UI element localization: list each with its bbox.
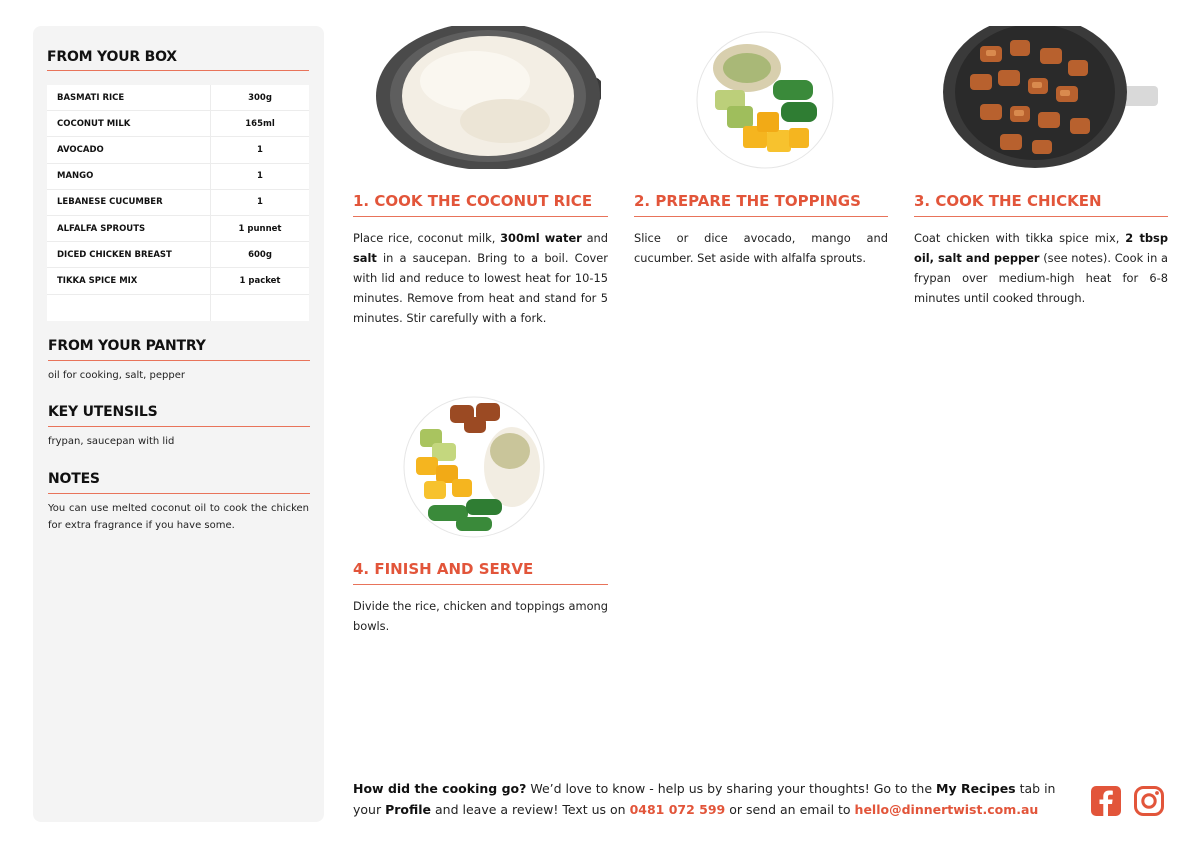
text: Divide the rice, chicken and toppings among bowls. xyxy=(353,599,608,633)
ingredients-table xyxy=(47,85,309,321)
ingredient-qty: 165ml xyxy=(245,118,275,129)
finished-bowl-photo xyxy=(402,395,547,540)
divider xyxy=(914,216,1168,217)
divider xyxy=(353,216,608,217)
ingredient-row xyxy=(47,216,309,242)
divider xyxy=(48,360,310,361)
ingredient-qty: 1 punnet xyxy=(238,223,282,234)
divider xyxy=(48,493,310,494)
ingredient-name: BASMATI RICE xyxy=(47,85,211,110)
ingredient-qty: 600g xyxy=(248,249,272,260)
facebook-icon[interactable] xyxy=(1090,785,1122,817)
pantry-text: oil for cooking, salt, pepper xyxy=(48,370,185,381)
ingredient-name: COCONUT MILK xyxy=(47,111,211,136)
divider xyxy=(634,216,888,217)
toppings-photo xyxy=(695,30,835,170)
ingredient-row xyxy=(47,85,309,111)
ingredient-row xyxy=(47,190,309,216)
text: and xyxy=(581,231,608,245)
text: (see notes). Cook in a frypan over medium-high heat for 6-8 minutes until cooked through. xyxy=(914,251,1168,305)
ingredient-name xyxy=(47,295,211,321)
ingredients-sidebar xyxy=(33,26,324,822)
text: Place rice, coconut milk, xyxy=(353,231,501,245)
ingredient-row-empty xyxy=(47,295,309,321)
step-3-title: 3. COOK THE CHICKEN xyxy=(914,192,1102,210)
contact-link[interactable]: hello@dinnertwist.com.au xyxy=(854,802,1039,817)
ingredient-qty: 1 packet xyxy=(239,275,281,286)
bold-text: How did the cooking go? xyxy=(353,781,527,796)
ingredient-row xyxy=(47,137,309,163)
text: and leave a review! Text us on xyxy=(431,802,630,817)
bold-text: My Recipes xyxy=(936,781,1016,796)
ingredient-row xyxy=(47,111,309,137)
divider xyxy=(353,584,608,585)
text: or send an email to xyxy=(725,802,855,817)
feedback-footer xyxy=(353,778,1073,820)
ingredient-row xyxy=(47,242,309,268)
step-2-title: 2. PREPARE THE TOPPINGS xyxy=(634,192,861,210)
ingredient-name: MANGO xyxy=(47,164,211,189)
utensils-text: frypan, saucepan with lid xyxy=(48,436,175,447)
text: We’d love to know - help us by sharing your thoughts! Go to the xyxy=(526,781,937,796)
ingredient-qty: 1 xyxy=(257,197,263,208)
bold-text: Profile xyxy=(385,802,432,817)
notes-heading: NOTES xyxy=(48,471,100,487)
step-4-body xyxy=(353,596,608,636)
coconut-rice-photo xyxy=(370,26,605,171)
ingredient-qty: 300g xyxy=(248,92,272,103)
ingredient-name: LEBANESE CUCUMBER xyxy=(47,190,211,215)
step-1-title: 1. COOK THE COCONUT RICE xyxy=(353,192,593,210)
ingredient-name: TIKKA SPICE MIX xyxy=(47,268,211,293)
text: in a saucepan. Bring to a boil. Cover with lid and reduce to lowest heat for 10-15 minutes. Remove from heat and stand for 5 minutes. Stir carefully with a fork. xyxy=(353,251,608,325)
key-utensils-heading: KEY UTENSILS xyxy=(48,404,158,420)
chicken-frypan-photo xyxy=(940,26,1165,171)
notes-text: You can use melted coconut oil to cook the chicken for extra fragrance if you have some. xyxy=(48,503,309,531)
step-4-title: 4. FINISH AND SERVE xyxy=(353,560,534,578)
ingredient-name: ALFALFA SPROUTS xyxy=(47,216,211,241)
contact-link[interactable]: 0481 072 599 xyxy=(629,802,726,817)
instagram-icon[interactable] xyxy=(1133,785,1165,817)
divider xyxy=(47,70,309,71)
bold-text: 300ml water xyxy=(500,231,582,245)
from-your-box-heading: FROM YOUR BOX xyxy=(47,49,177,65)
step-3-body xyxy=(914,228,1168,308)
bold-text: salt xyxy=(353,251,377,265)
step-2-body xyxy=(634,228,888,268)
ingredient-row xyxy=(47,268,309,294)
ingredient-qty: 1 xyxy=(257,144,263,155)
text: Coat chicken with tikka spice mix, xyxy=(914,231,1126,245)
divider xyxy=(48,426,310,427)
step-1-body xyxy=(353,228,608,328)
ingredient-name: DICED CHICKEN BREAST xyxy=(47,242,211,267)
ingredient-row xyxy=(47,164,309,190)
bold-text: 2 tbsp oil, salt and pepper xyxy=(914,231,1168,265)
ingredient-name: AVOCADO xyxy=(47,137,211,162)
text: tab in your xyxy=(353,781,1056,817)
from-your-pantry-heading: FROM YOUR PANTRY xyxy=(48,338,206,354)
ingredient-qty: 1 xyxy=(257,171,263,182)
text: Slice or dice avocado, mango and cucumber. Set aside with alfalfa sprouts. xyxy=(634,231,888,265)
